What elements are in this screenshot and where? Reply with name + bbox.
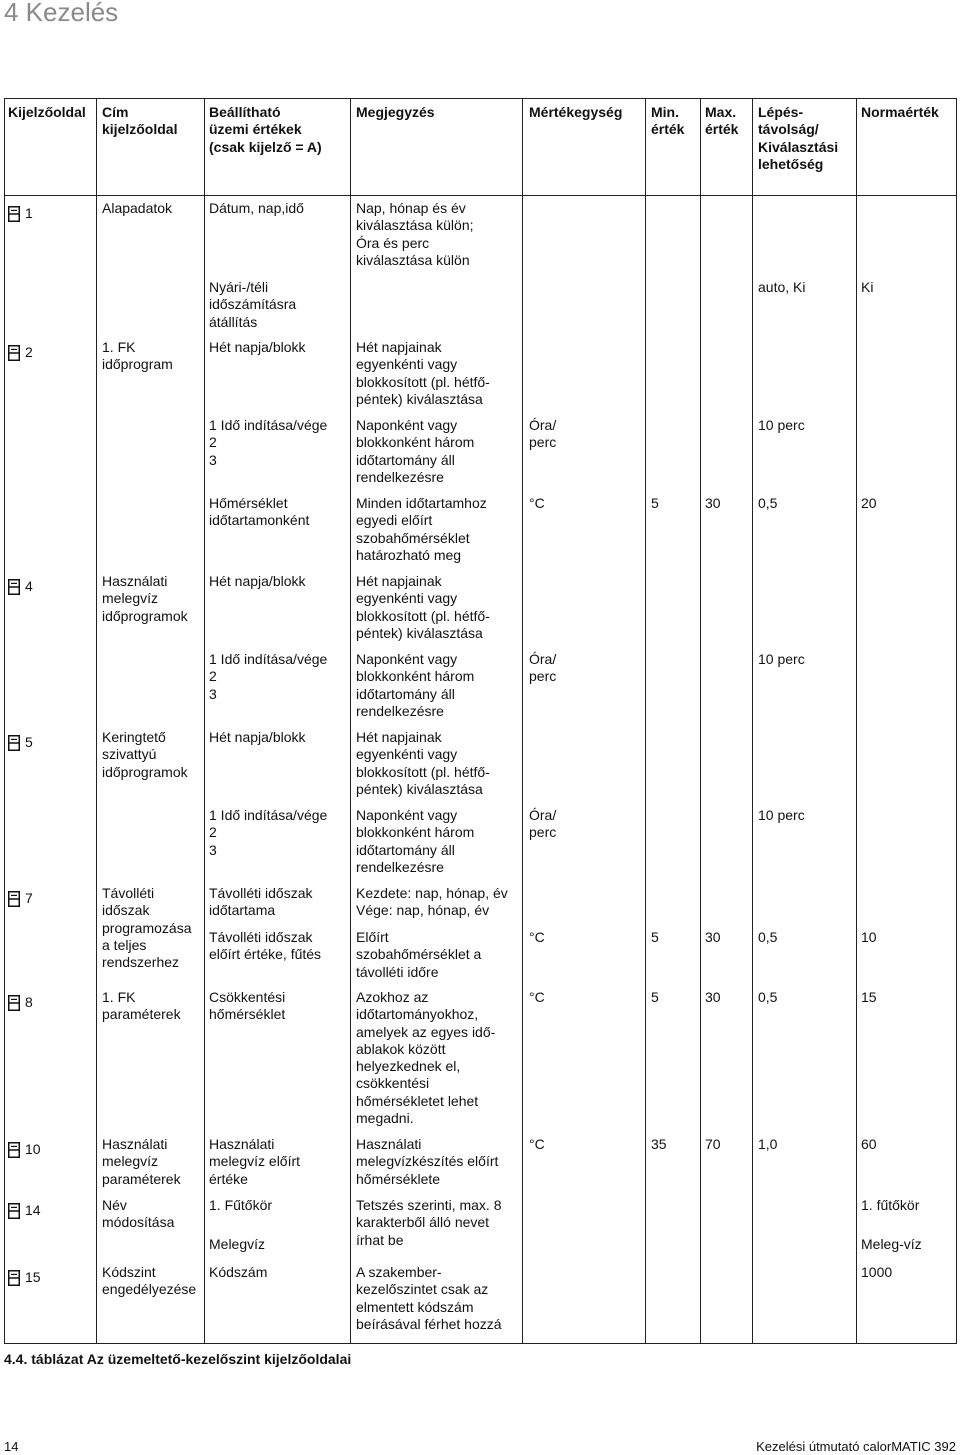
display-page-number: 4 bbox=[25, 578, 33, 594]
setting-cell: Távolléti időszak időtartama bbox=[209, 885, 313, 919]
page-title-cell: Távolléti időszak programozása a teljes rendszerhez bbox=[102, 885, 192, 971]
display-page-cell bbox=[8, 578, 33, 595]
column-rule bbox=[856, 98, 857, 1344]
min-value-cell: 35 bbox=[651, 1136, 667, 1152]
default-value-cell: 20 bbox=[861, 495, 877, 511]
page-title-cell: Keringtető szivattyú időprogramok bbox=[102, 729, 188, 780]
min-value-cell: 5 bbox=[651, 495, 659, 511]
remark-cell: Naponként vagy blokkonként három időtartomány áll rendelkezésre bbox=[356, 807, 475, 875]
remark-cell: Tetszés szerinti, max. 8 karakterből álló nevet írhat be bbox=[356, 1197, 502, 1248]
page-title-cell: Használati melegvíz időprogramok bbox=[102, 573, 188, 624]
setting-cell: Hét napja/blokk bbox=[209, 729, 306, 745]
column-rule bbox=[700, 98, 701, 1344]
header-default-value: Normaérték bbox=[861, 104, 939, 120]
display-page-number: 8 bbox=[25, 994, 33, 1010]
column-rule bbox=[645, 98, 646, 1344]
unit-cell: °C bbox=[529, 1136, 545, 1152]
table-caption: 4.4. táblázat Az üzemeltető-kezelőszint kijelzőoldalai bbox=[4, 1351, 352, 1367]
header-settings: Beállítható üzemi értékek (csak kijelző = A) bbox=[209, 104, 322, 155]
step-cell: 0,5 bbox=[758, 989, 778, 1005]
remark-cell: Hét napjainak egyenkénti vagy blokkosított (pl. hétfő- péntek) kiválasztása bbox=[356, 729, 490, 797]
remark-cell: Előírt szobahőmérséklet a távolléti időre bbox=[356, 929, 482, 980]
column-rule bbox=[752, 98, 753, 1344]
display-page-icon bbox=[8, 1269, 20, 1286]
unit-cell: °C bbox=[529, 989, 545, 1005]
display-page-icon bbox=[8, 1202, 20, 1219]
column-rule bbox=[956, 98, 957, 1344]
display-page-cell bbox=[8, 994, 33, 1011]
header-min-value: Min. érték bbox=[651, 104, 685, 138]
display-page-cell bbox=[8, 1269, 41, 1286]
display-page-number: 7 bbox=[25, 890, 33, 906]
remark-cell: Azokhoz az időtartományokhoz, amelyek az egyes idő- ablakok között helyezkednek el, csökkentési hőmérsékletet lehet megadni. bbox=[356, 989, 496, 1127]
display-page-icon bbox=[8, 994, 20, 1011]
display-page-icon bbox=[8, 1141, 20, 1158]
display-page-cell bbox=[8, 205, 33, 222]
default-value-cell: 15 bbox=[861, 989, 877, 1005]
display-page-cell bbox=[8, 344, 33, 361]
min-value-cell: 5 bbox=[651, 989, 659, 1005]
remark-cell: Naponként vagy blokkonként három időtartomány áll rendelkezésre bbox=[356, 417, 475, 485]
step-cell: 10 perc bbox=[758, 807, 805, 823]
column-rule bbox=[96, 98, 97, 1344]
display-page-cell bbox=[8, 1202, 41, 1219]
display-page-icon bbox=[8, 734, 20, 751]
default-value-cell: 1000 bbox=[861, 1264, 893, 1280]
display-page-number: 10 bbox=[25, 1141, 41, 1157]
step-cell: 10 perc bbox=[758, 417, 805, 433]
setting-cell: Hét napja/blokk bbox=[209, 573, 306, 589]
display-page-number: 1 bbox=[25, 205, 33, 221]
step-cell: 1,0 bbox=[758, 1136, 778, 1152]
header-unit: Mértékegység bbox=[529, 104, 623, 120]
display-page-cell bbox=[8, 1141, 41, 1158]
page-title-cell: 1. FK időprogram bbox=[102, 339, 173, 373]
remark-cell: Kezdete: nap, hónap, év Vége: nap, hónap, év bbox=[356, 885, 508, 919]
default-value-cell: 10 bbox=[861, 929, 877, 945]
setting-cell: Használati melegvíz előírt értéke bbox=[209, 1136, 301, 1187]
unit-cell: Óra/ perc bbox=[529, 807, 557, 841]
remark-cell: Nap, hónap és év kiválasztása külön; Óra és perc kiválasztása külön bbox=[356, 200, 474, 268]
page-title-cell: Név módosítása bbox=[102, 1197, 175, 1231]
step-cell: 0,5 bbox=[758, 495, 778, 511]
min-value-cell: 5 bbox=[651, 929, 659, 945]
header-max-value: Max. érték bbox=[705, 104, 739, 138]
setting-cell: 1 Idő indítása/vége 2 3 bbox=[209, 417, 328, 468]
unit-cell: °C bbox=[529, 495, 545, 511]
step-cell: 0,5 bbox=[758, 929, 778, 945]
display-page-cell bbox=[8, 890, 33, 907]
table-top-rule bbox=[4, 98, 957, 99]
setting-cell: Csökkentési hőmérséklet bbox=[209, 989, 286, 1023]
header-remark: Megjegyzés bbox=[356, 104, 435, 120]
page-title-cell: Alapadatok bbox=[102, 200, 173, 216]
column-rule bbox=[204, 98, 205, 1344]
display-page-icon bbox=[8, 344, 20, 361]
setting-cell: 1 Idő indítása/vége 2 3 bbox=[209, 807, 328, 858]
header-step: Lépés- távolság/ Kiválasztási lehetőség bbox=[758, 104, 839, 172]
page-title-cell: Kódszint engedélyezése bbox=[102, 1264, 197, 1298]
remark-cell: A szakember- kezelőszintet csak az elmentett kódszám beírásával férhet hozzá bbox=[356, 1264, 502, 1332]
remark-cell: Használati melegvízkészítés előírt hőmérséklete bbox=[356, 1136, 499, 1187]
setting-cell: Hőmérséklet időtartamonként bbox=[209, 495, 310, 529]
remark-cell: Minden időtartamhoz egyedi előírt szobahőmérséklet határozható meg bbox=[356, 495, 487, 563]
default-value-cell: Ki bbox=[861, 279, 874, 295]
default-value-cell: 1. fűtőkör bbox=[861, 1197, 920, 1213]
footer-document-title: Kezelési útmutató calorMATIC 392 bbox=[756, 1439, 956, 1454]
unit-cell: Óra/ perc bbox=[529, 651, 557, 685]
remark-cell: Hét napjainak egyenkénti vagy blokkosított (pl. hétfő- péntek) kiválasztása bbox=[356, 339, 490, 407]
max-value-cell: 30 bbox=[705, 929, 721, 945]
footer-page-number: 14 bbox=[4, 1439, 19, 1454]
column-rule bbox=[4, 98, 5, 1344]
display-page-icon bbox=[8, 205, 20, 222]
header-display-page: Kijelzőoldal bbox=[8, 104, 86, 120]
display-page-icon bbox=[8, 578, 20, 595]
header-bottom-rule bbox=[4, 195, 957, 196]
display-page-number: 2 bbox=[25, 344, 33, 360]
display-page-number: 15 bbox=[25, 1269, 41, 1285]
display-page-icon bbox=[8, 890, 20, 907]
page-title-cell: 1. FK paraméterek bbox=[102, 989, 181, 1023]
setting-cell: 1 Idő indítása/vége 2 3 bbox=[209, 651, 328, 702]
column-rule bbox=[350, 98, 351, 1344]
step-cell: auto, Ki bbox=[758, 279, 806, 295]
default-value-cell: Meleg-víz bbox=[861, 1236, 922, 1252]
column-rule bbox=[522, 98, 523, 1344]
setting-cell: Dátum, nap,idő bbox=[209, 200, 304, 216]
display-page-number: 14 bbox=[25, 1202, 41, 1218]
page-title-cell: Használati melegvíz paraméterek bbox=[102, 1136, 181, 1187]
unit-cell: °C bbox=[529, 929, 545, 945]
remark-cell: Naponként vagy blokkonként három időtartomány áll rendelkezésre bbox=[356, 651, 475, 719]
display-page-cell bbox=[8, 734, 33, 751]
max-value-cell: 30 bbox=[705, 495, 721, 511]
step-cell: 10 perc bbox=[758, 651, 805, 667]
default-value-cell: 60 bbox=[861, 1136, 877, 1152]
max-value-cell: 70 bbox=[705, 1136, 721, 1152]
setting-cell: Kódszám bbox=[209, 1264, 268, 1280]
table-bottom-rule bbox=[4, 1343, 957, 1344]
setting-cell: Melegvíz bbox=[209, 1236, 266, 1252]
setting-cell: 1. Fűtőkör bbox=[209, 1197, 273, 1213]
setting-cell: Nyári-/téli időszámításra átállítás bbox=[209, 279, 297, 330]
setting-cell: Távolléti időszak előírt értéke, fűtés bbox=[209, 929, 322, 963]
remark-cell: Hét napjainak egyenkénti vagy blokkosított (pl. hétfő- péntek) kiválasztása bbox=[356, 573, 490, 641]
header-page-title: Cím kijelzőoldal bbox=[102, 104, 178, 138]
max-value-cell: 30 bbox=[705, 989, 721, 1005]
section-title: 4 Kezelés bbox=[4, 0, 119, 27]
setting-cell: Hét napja/blokk bbox=[209, 339, 306, 355]
display-page-number: 5 bbox=[25, 734, 33, 750]
unit-cell: Óra/ perc bbox=[529, 417, 557, 451]
